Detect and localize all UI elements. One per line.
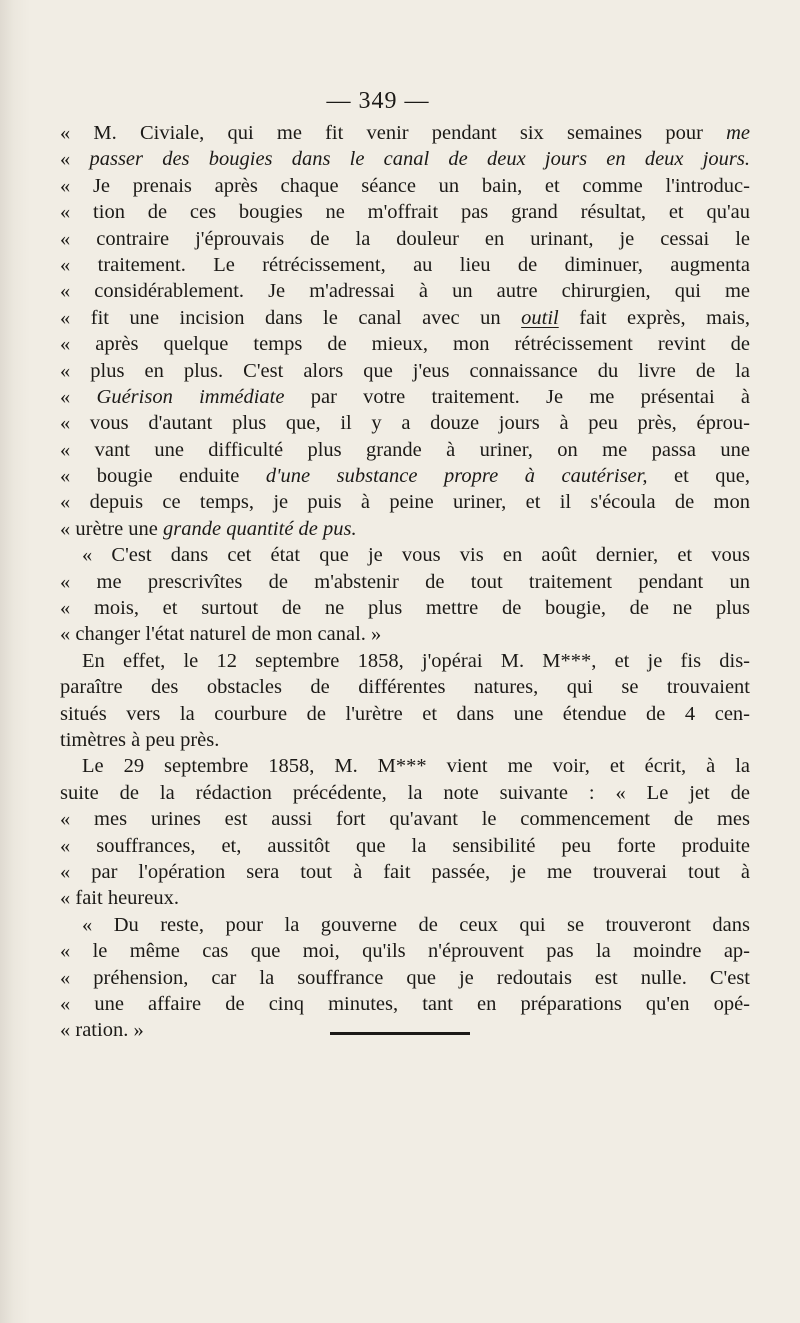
text-line: [60, 727, 750, 753]
text-line: [60, 542, 750, 568]
text-run: « vant une difficulté plus grande à uriner, on me passa une: [60, 438, 750, 461]
text-line: [60, 569, 750, 595]
text-line: [60, 806, 750, 832]
text-run: Le 29 septembre 1858, M. M*** vient me voir, et écrit, à la: [82, 755, 750, 778]
text-line: [60, 305, 750, 331]
text-run: « considérablement. Je m'adressai à un autre chirurgien, qui me: [60, 280, 750, 303]
text-line: [60, 252, 750, 278]
text-line: [60, 938, 750, 964]
text-run: « M. Civiale, qui me fit venir pendant six semaines pour: [60, 122, 727, 144]
text-run: « Du reste, pour la gouverne de ceux qui se trouveront dans: [82, 913, 750, 936]
text-run: En effet, le 12 septembre 1858, j'opérai M. M***, et je fis dis-: [82, 649, 750, 672]
text-line: [60, 226, 750, 252]
text-line: [60, 331, 750, 357]
text-line: [60, 516, 750, 542]
text-line: [60, 199, 750, 225]
text-line: [60, 489, 750, 515]
text-run: « urètre une: [60, 517, 164, 540]
text-run: paraître des obstacles de différentes natures, qui se trouvaient: [60, 676, 750, 699]
text-line: [60, 859, 750, 885]
text-line: [60, 278, 750, 304]
page-number: — 349 —: [326, 88, 430, 114]
text-line: [60, 780, 750, 806]
text-line: [60, 595, 750, 621]
text-run: « une affaire de cinq minutes, tant en préparations qu'en opé-: [60, 992, 750, 1015]
italic-text: me: [726, 122, 750, 144]
text-run: « mois, et surtout de ne plus mettre de bougie, de ne plus: [60, 597, 750, 620]
text-line: [60, 358, 750, 384]
text-run: « fit une incision dans le canal avec un: [60, 306, 522, 329]
text-run: fait exprès, mais,: [558, 306, 750, 329]
italic-text: d'une substance propre à cautériser,: [265, 465, 648, 488]
text-line: [60, 437, 750, 463]
text-line: [60, 885, 750, 911]
text-run: « vous d'autant plus que, il y a douze jours à peu près, éprou-: [60, 412, 750, 435]
text-line: [60, 701, 750, 727]
text-run: « contraire j'éprouvais de la douleur en urinant, je cessai le: [60, 227, 750, 250]
text-line: [60, 463, 750, 489]
text-line: [60, 146, 750, 172]
text-run: et que,: [647, 465, 750, 488]
text-run: « traitement. Le rétrécissement, au lieu de diminuer, augmenta: [60, 253, 750, 276]
body-text: [60, 120, 750, 1044]
italic-text: Guérison immédiate: [96, 385, 285, 408]
text-run: « après quelque temps de mieux, mon rétrécissement revint de: [60, 333, 750, 356]
italic-text: passer des bougies dans le canal de deux jours en deux jours.: [89, 148, 750, 171]
text-run: « C'est dans cet état que je vous vis en août dernier, et vous: [82, 544, 750, 567]
text-run: « plus en plus. C'est alors que j'eus connaissance du livre de la: [60, 359, 750, 382]
text-run: timètres à peu près.: [60, 728, 220, 751]
text-line: [60, 621, 750, 647]
italic-text: grande quantité de pus.: [163, 517, 357, 540]
text-line: [60, 753, 750, 779]
text-run: «: [60, 148, 90, 171]
text-run: « mes urines est aussi fort qu'avant le commencement de mes: [60, 808, 750, 831]
text-line: [60, 410, 750, 436]
text-run: « par l'opération sera tout à fait passée, je me trouverai tout à: [60, 860, 750, 883]
text-run: « le même cas que moi, qu'ils n'éprouvent pas la moindre ap-: [60, 940, 750, 963]
text-run: situés vers la courbure de l'urètre et dans une étendue de 4 cen-: [60, 702, 750, 725]
text-run: «: [60, 385, 97, 408]
text-line: [60, 833, 750, 859]
text-run: « tion de ces bougies ne m'offrait pas grand résultat, et qu'au: [60, 201, 750, 224]
text-run: « bougie enduite: [60, 465, 266, 488]
text-run: « me prescrivîtes de m'abstenir de tout traitement pendant un: [60, 570, 750, 593]
italic-text: outil: [521, 306, 559, 329]
text-line: [60, 912, 750, 938]
text-run: « souffrances, et, aussitôt que la sensibilité peu forte produite: [60, 834, 750, 857]
text-run: « préhension, car la souffrance que je redoutais est nulle. C'est: [60, 966, 750, 989]
text-run: par votre traitement. Je me présentai à: [284, 385, 750, 408]
text-line: [60, 1017, 750, 1043]
text-line: [60, 384, 750, 410]
text-line: [60, 991, 750, 1017]
text-run: « depuis ce temps, je puis à peine uriner, et il s'écoula de mon: [60, 491, 750, 514]
text-line: [60, 120, 750, 146]
text-run: suite de la rédaction précédente, la note suivante : « Le jet de: [60, 781, 750, 804]
text-run: « Je prenais après chaque séance un bain, et comme l'introduc-: [60, 174, 750, 197]
section-rule: [330, 1032, 470, 1035]
text-line: [60, 965, 750, 991]
text-line: [60, 648, 750, 674]
text-run: « ration. »: [60, 1019, 144, 1042]
text-run: « fait heureux.: [60, 887, 179, 910]
text-line: [60, 674, 750, 700]
text-run: « changer l'état naturel de mon canal. »: [60, 623, 382, 646]
text-line: [60, 173, 750, 199]
